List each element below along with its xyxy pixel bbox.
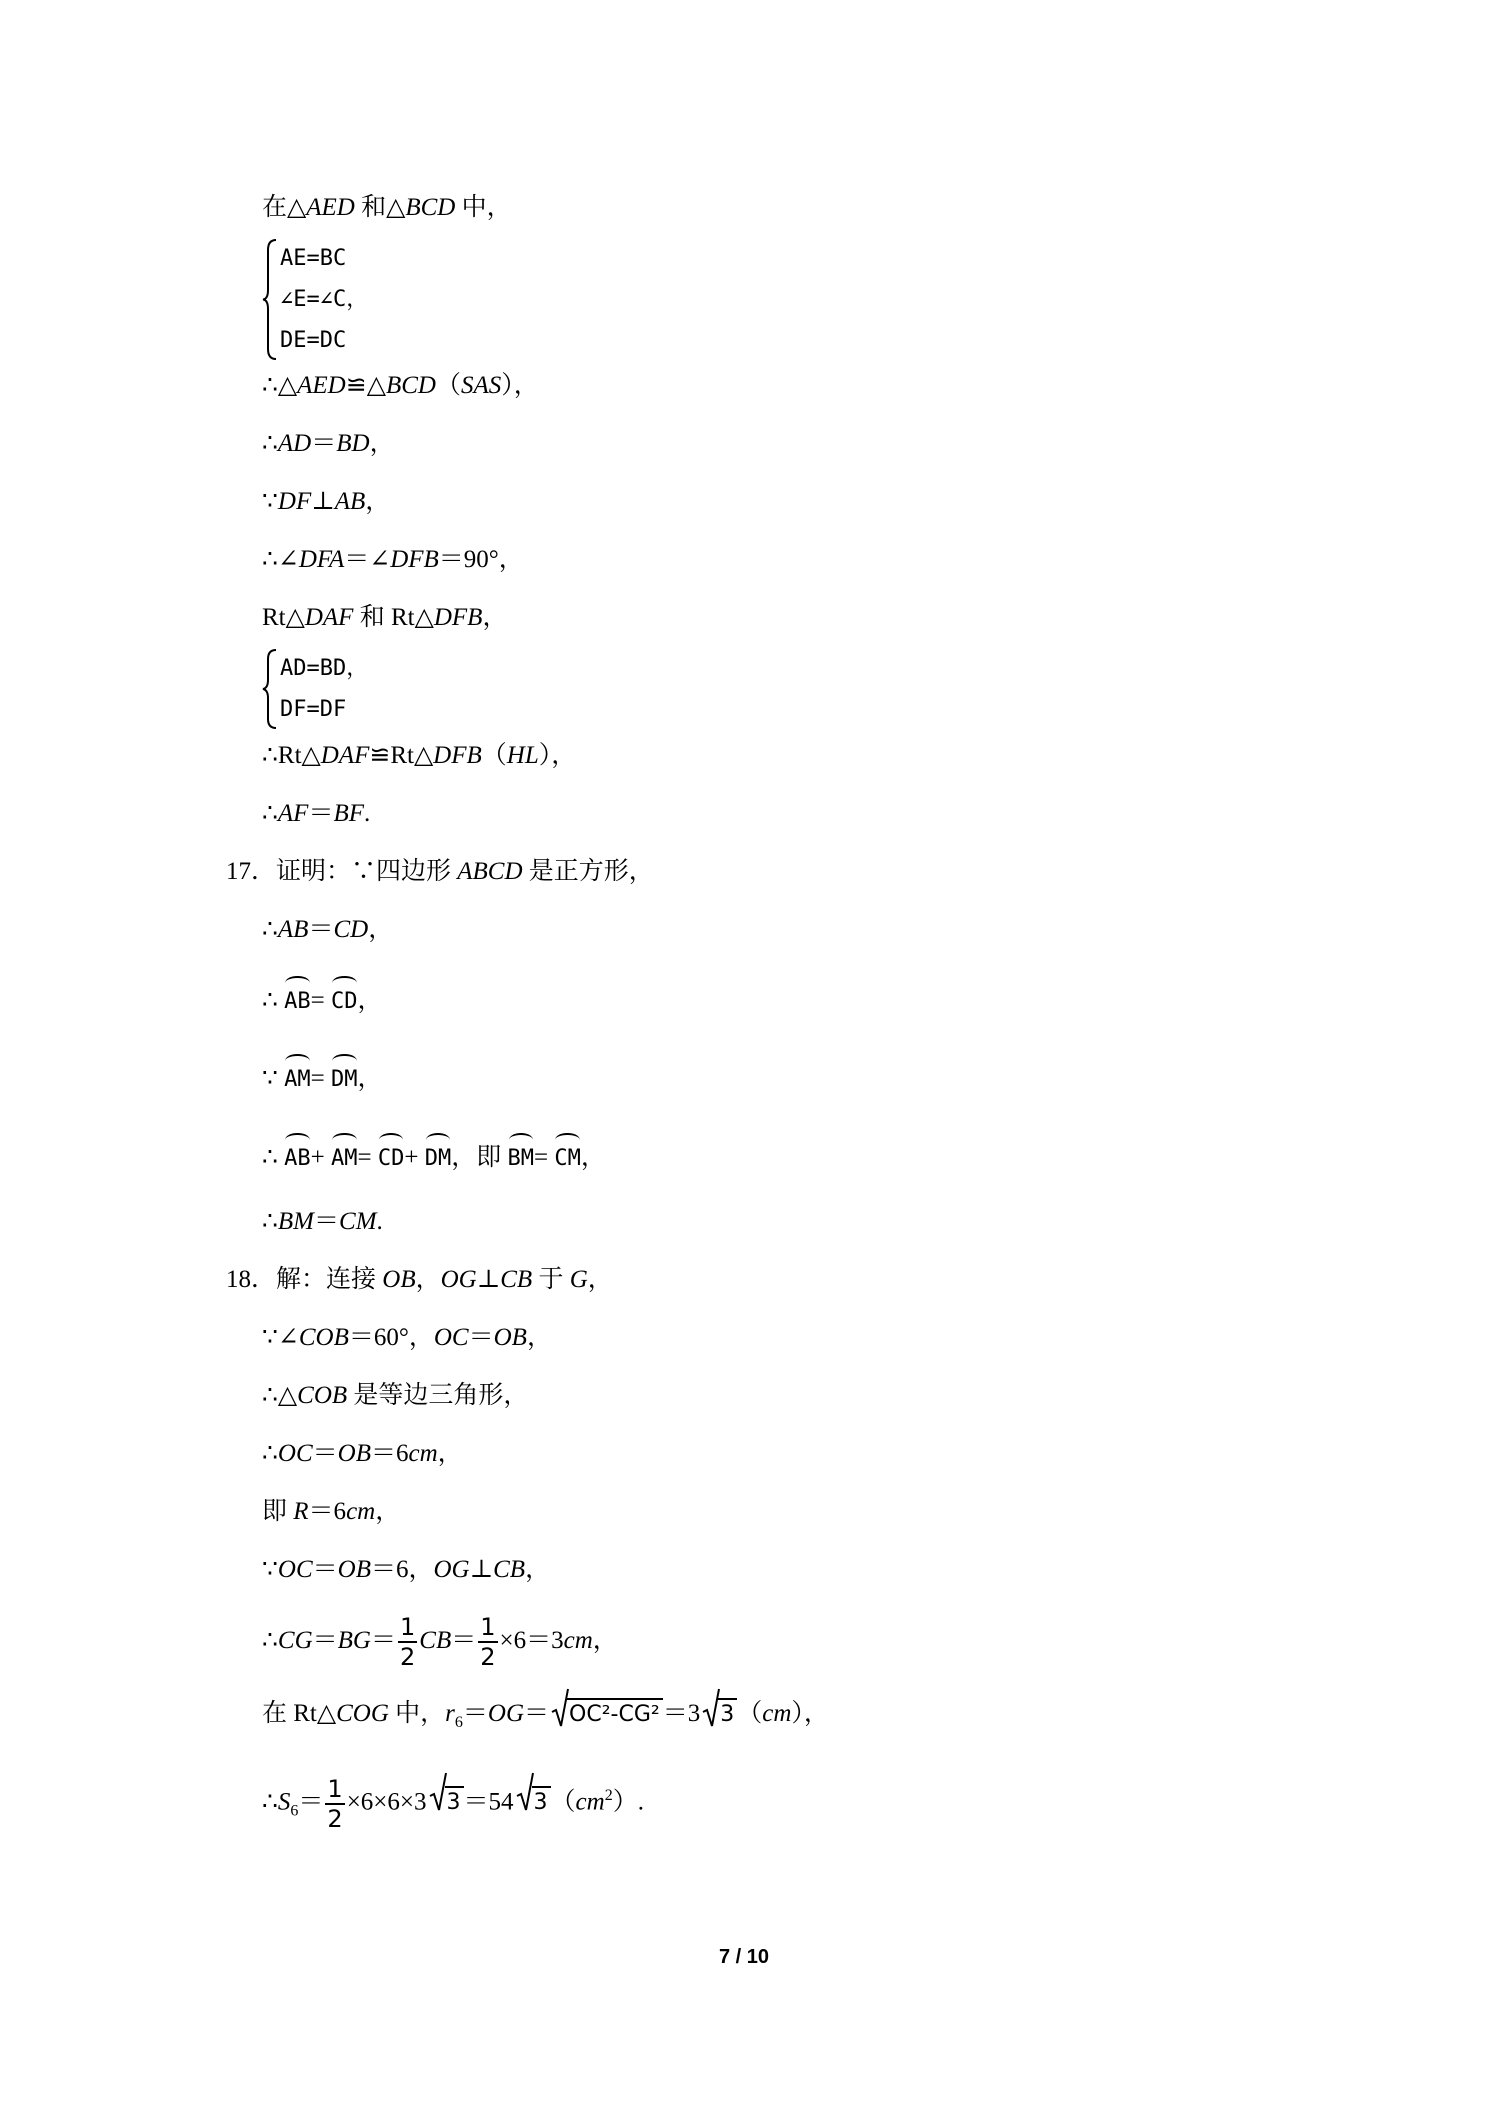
radical-sign-icon [702,1688,720,1728]
line-area-s6: $\therefore S_6=$ $\frac{1}{2}$ ×6×6×3 3 ＝54 3 $(cm^2)$. [262,1766,644,1841]
line-right-angles: ∴∠DFA＝∠DFB＝90°， [262,546,524,573]
line-rt-triangles: Rt△DAF 和 Rt△DFB， [262,604,508,631]
line-oc-og-perp: ∵OC＝OB＝6，OG⊥CB， [262,1556,551,1583]
line-triangles-aed-bcd: 在△AED 和△BCD 中， [262,194,512,221]
fraction-half: $\frac{1}{2}$ [400,1613,416,1672]
line-cg-eq-bg: ∴CG＝BG＝ $\frac{1}{2}$ CB＝ $\frac{1}{2}$ ×6＝3cm， [262,1613,618,1672]
square-root: 3 [702,1688,737,1741]
question-17-heading: 17．证明：∵四边形 ABCD 是正方形， [226,858,654,885]
arc-ab: AB [284,980,311,1018]
line-equilateral: ∴△COB 是等边三角形， [262,1382,529,1409]
square-root: 3 [429,1772,464,1833]
page-number: 7 / 10 [718,1946,770,1968]
line-angle-cob: ∵∠COB＝60°，OC＝OB， [262,1324,552,1351]
fraction-half: $\frac{1}{2}$ [480,1613,496,1672]
line-r6-og: 在 Rt△COG 中，$r_6=OG=$ OC²-CG² ＝3 3 （cm）， [262,1688,829,1749]
arc-dm: DM [425,1137,452,1175]
arc-am: AM [284,1058,311,1096]
system-row: AD=BD， [280,656,369,681]
arc-ab: AB [284,1137,311,1175]
fraction-half: $\frac{1}{2}$ [327,1774,343,1833]
line-congruent-hl: ∴Rt△DAF≌Rt△DFB（HL）， [262,742,577,769]
radical-sign-icon [429,1772,447,1812]
square-root: OC²-CG² [551,1688,663,1741]
line-ab-eq-cd: ∴AB＝CD， [262,916,394,943]
line-radius: 即 R＝6cm， [262,1498,401,1525]
system-row: DE=DC [280,328,347,353]
system-row: AE=BC [280,246,347,271]
left-brace-icon [262,648,278,730]
arc-cd: CD [331,980,358,1018]
line-af-eq-bf: ∴AF＝BF. [262,800,371,827]
line-ad-eq-bd: ∴AD＝BD， [262,430,395,457]
radical-sign-icon [551,1688,569,1728]
system-row: ∠E=∠C， [280,287,369,312]
line-arc-am-eq-dm: ∵ AM= DM， [262,1058,383,1096]
arc-dm: DM [331,1058,358,1096]
square-root: 3 [516,1772,551,1833]
line-bm-eq-cm: ∴BM＝CM. [262,1208,383,1235]
line-congruent-aed-bcd: ∴△AED≌△BCD（SAS）， [262,372,539,399]
arc-bm: BM [508,1137,535,1175]
line-arc-sum: ∴ AB+ AM= CD+ DM，即 BM= CM， [262,1137,606,1175]
line-oc-eq-6cm: ∴OC＝OB＝6cm， [262,1440,463,1467]
radical-sign-icon [516,1772,534,1812]
arc-am: AM [331,1137,358,1175]
line-arc-ab-eq-cd: ∴ AB= CD， [262,980,383,1018]
system-row: DF=DF [280,697,347,722]
arc-cd: CD [378,1137,405,1175]
question-18-heading: 18．解：连接 OB，OG⊥CB 于 G， [226,1266,613,1293]
line-df-perp-ab: ∵DF⊥AB， [262,488,391,515]
left-brace-icon [262,238,278,361]
arc-cm: CM [554,1137,581,1175]
